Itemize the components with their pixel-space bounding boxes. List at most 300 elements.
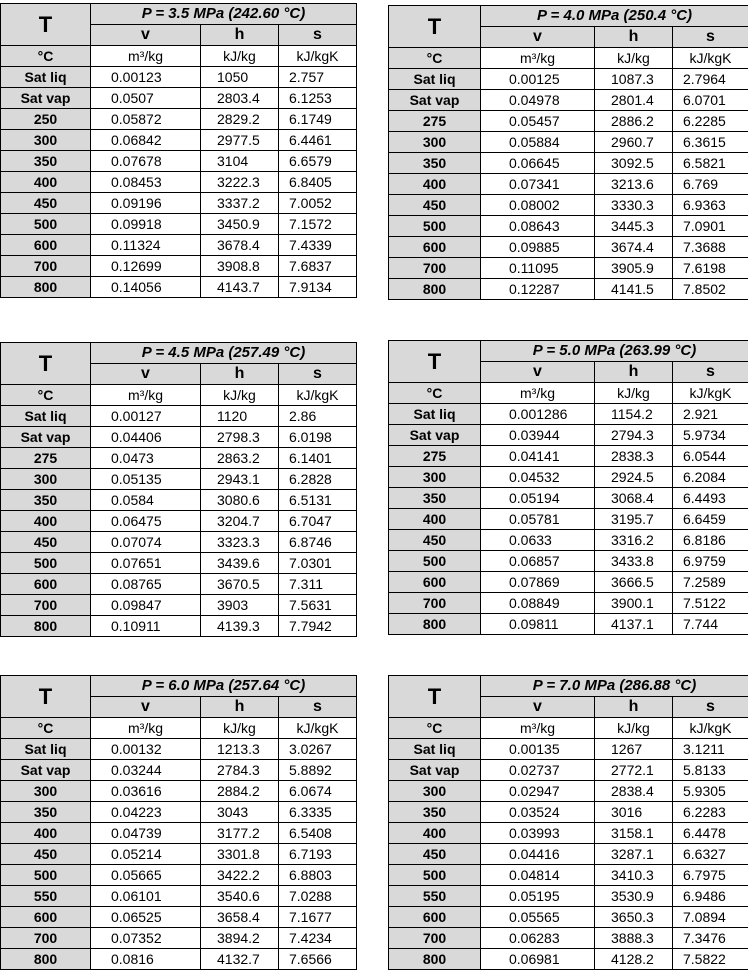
specific-volume-cell: 0.07678 bbox=[91, 151, 201, 172]
entropy-header: s bbox=[673, 362, 748, 383]
entropy-cell: 6.6327 bbox=[673, 844, 748, 865]
table-row bbox=[1, 511, 357, 532]
temperature-unit: °C bbox=[1, 46, 91, 67]
temperature-cell: 800 bbox=[389, 279, 481, 300]
table-row bbox=[389, 195, 748, 216]
enthalpy-cell: 3670.5 bbox=[201, 574, 279, 595]
temperature-cell: 400 bbox=[389, 509, 481, 530]
pressure-header-row bbox=[389, 676, 748, 697]
table-row bbox=[389, 446, 748, 467]
enthalpy-unit: kJ/kg bbox=[201, 46, 279, 67]
temperature-header: T bbox=[389, 6, 481, 48]
temperature-cell: 800 bbox=[1, 616, 91, 637]
table-row bbox=[1, 151, 357, 172]
enthalpy-cell: 2924.5 bbox=[595, 467, 673, 488]
temperature-cell: 300 bbox=[1, 130, 91, 151]
enthalpy-cell: 2798.3 bbox=[201, 427, 279, 448]
steam-table bbox=[388, 340, 748, 635]
enthalpy-cell: 1154.2 bbox=[595, 404, 673, 425]
specific-volume-cell: 0.05884 bbox=[481, 132, 595, 153]
specific-volume-cell: 0.14056 bbox=[91, 277, 201, 298]
entropy-cell: 6.1253 bbox=[279, 88, 357, 109]
specific-volume-cell: 0.00135 bbox=[481, 739, 595, 760]
table-row bbox=[389, 551, 748, 572]
temperature-cell: 550 bbox=[389, 886, 481, 907]
temperature-header: T bbox=[389, 676, 481, 718]
temperature-cell: Sat liq bbox=[389, 739, 481, 760]
temperature-cell: 350 bbox=[1, 802, 91, 823]
temperature-cell: Sat liq bbox=[389, 404, 481, 425]
entropy-cell: 7.6566 bbox=[279, 949, 357, 970]
entropy-cell: 6.5821 bbox=[673, 153, 748, 174]
temperature-cell: 600 bbox=[1, 574, 91, 595]
specific-volume-cell: 0.07352 bbox=[91, 928, 201, 949]
entropy-unit: kJ/kgK bbox=[673, 48, 748, 69]
volume-unit: m³/kg bbox=[481, 383, 595, 404]
specific-volume-cell: 0.08453 bbox=[91, 172, 201, 193]
enthalpy-cell: 3177.2 bbox=[201, 823, 279, 844]
table-row bbox=[389, 572, 748, 593]
volume-unit: m³/kg bbox=[481, 718, 595, 739]
temperature-cell: 600 bbox=[1, 907, 91, 928]
specific-volume-cell: 0.02737 bbox=[481, 760, 595, 781]
enthalpy-cell: 1213.3 bbox=[201, 739, 279, 760]
temperature-cell: 700 bbox=[389, 258, 481, 279]
entropy-cell: 7.5122 bbox=[673, 593, 748, 614]
table-row bbox=[1, 109, 357, 130]
temperature-cell: 300 bbox=[389, 781, 481, 802]
entropy-cell: 7.3688 bbox=[673, 237, 748, 258]
pressure-label: P = 5.0 MPa (263.99 °C) bbox=[481, 341, 748, 362]
specific-volume-cell: 0.04223 bbox=[91, 802, 201, 823]
specific-volume-cell: 0.03993 bbox=[481, 823, 595, 844]
temperature-header: T bbox=[1, 676, 91, 718]
temperature-cell: 800 bbox=[1, 277, 91, 298]
temperature-cell: Sat vap bbox=[389, 760, 481, 781]
table-row bbox=[1, 865, 357, 886]
steam-table bbox=[388, 5, 748, 300]
enthalpy-header: h bbox=[595, 697, 673, 718]
entropy-cell: 6.0544 bbox=[673, 446, 748, 467]
temperature-unit: °C bbox=[1, 718, 91, 739]
entropy-cell: 6.3335 bbox=[279, 802, 357, 823]
specific-volume-cell: 0.0584 bbox=[91, 490, 201, 511]
specific-volume-cell: 0.001286 bbox=[481, 404, 595, 425]
table-row bbox=[389, 258, 748, 279]
entropy-cell: 2.7964 bbox=[673, 69, 748, 90]
table-row bbox=[389, 886, 748, 907]
specific-volume-cell: 0.06645 bbox=[481, 153, 595, 174]
enthalpy-cell: 3894.2 bbox=[201, 928, 279, 949]
table-row bbox=[389, 174, 748, 195]
specific-volume-cell: 0.00125 bbox=[481, 69, 595, 90]
temperature-cell: 800 bbox=[389, 949, 481, 970]
enthalpy-cell: 1087.3 bbox=[595, 69, 673, 90]
enthalpy-cell: 2838.3 bbox=[595, 446, 673, 467]
volume-unit: m³/kg bbox=[91, 718, 201, 739]
entropy-header: s bbox=[279, 25, 357, 46]
specific-volume-cell: 0.04739 bbox=[91, 823, 201, 844]
specific-volume-cell: 0.08002 bbox=[481, 195, 595, 216]
table-row bbox=[389, 865, 748, 886]
enthalpy-cell: 4132.7 bbox=[201, 949, 279, 970]
enthalpy-cell: 3410.3 bbox=[595, 865, 673, 886]
entropy-cell: 7.0301 bbox=[279, 553, 357, 574]
entropy-cell: 6.0701 bbox=[673, 90, 748, 111]
enthalpy-cell: 3903 bbox=[201, 595, 279, 616]
table-row bbox=[1, 739, 357, 760]
pressure-label: P = 4.5 MPa (257.49 °C) bbox=[91, 343, 357, 364]
temperature-header: T bbox=[389, 341, 481, 383]
entropy-cell: 6.8746 bbox=[279, 532, 357, 553]
specific-volume-cell: 0.06101 bbox=[91, 886, 201, 907]
pressure-header-row bbox=[389, 341, 748, 362]
enthalpy-cell: 3530.9 bbox=[595, 886, 673, 907]
specific-volume-header: v bbox=[481, 697, 595, 718]
temperature-cell: 550 bbox=[1, 886, 91, 907]
entropy-header: s bbox=[279, 697, 357, 718]
entropy-cell: 6.5408 bbox=[279, 823, 357, 844]
enthalpy-cell: 2772.1 bbox=[595, 760, 673, 781]
enthalpy-unit: kJ/kg bbox=[201, 718, 279, 739]
entropy-unit: kJ/kgK bbox=[279, 385, 357, 406]
specific-volume-cell: 0.09847 bbox=[91, 595, 201, 616]
enthalpy-cell: 2801.4 bbox=[595, 90, 673, 111]
table-row bbox=[389, 132, 748, 153]
entropy-cell: 7.2589 bbox=[673, 572, 748, 593]
specific-volume-cell: 0.05194 bbox=[481, 488, 595, 509]
table-row bbox=[389, 509, 748, 530]
temperature-cell: 300 bbox=[389, 132, 481, 153]
temperature-cell: 350 bbox=[389, 488, 481, 509]
entropy-cell: 6.9363 bbox=[673, 195, 748, 216]
specific-volume-cell: 0.05665 bbox=[91, 865, 201, 886]
entropy-cell: 6.4493 bbox=[673, 488, 748, 509]
specific-volume-cell: 0.05135 bbox=[91, 469, 201, 490]
table-row bbox=[1, 427, 357, 448]
temperature-cell: 700 bbox=[389, 928, 481, 949]
enthalpy-cell: 3433.8 bbox=[595, 551, 673, 572]
entropy-cell: 6.7975 bbox=[673, 865, 748, 886]
temperature-cell: Sat vap bbox=[1, 427, 91, 448]
temperature-cell: Sat vap bbox=[1, 760, 91, 781]
entropy-cell: 6.7193 bbox=[279, 844, 357, 865]
enthalpy-cell: 3650.3 bbox=[595, 907, 673, 928]
temperature-cell: 300 bbox=[1, 469, 91, 490]
specific-volume-cell: 0.03616 bbox=[91, 781, 201, 802]
table-row bbox=[389, 216, 748, 237]
temperature-cell: 700 bbox=[1, 256, 91, 277]
specific-volume-cell: 0.06475 bbox=[91, 511, 201, 532]
temperature-cell: 400 bbox=[1, 823, 91, 844]
entropy-cell: 7.3476 bbox=[673, 928, 748, 949]
enthalpy-cell: 3287.1 bbox=[595, 844, 673, 865]
pressure-label: P = 4.0 MPa (250.4 °C) bbox=[481, 6, 748, 27]
table-row bbox=[389, 802, 748, 823]
entropy-cell: 6.2283 bbox=[673, 802, 748, 823]
table-row bbox=[389, 844, 748, 865]
temperature-cell: 500 bbox=[389, 865, 481, 886]
table-row bbox=[1, 490, 357, 511]
entropy-cell: 7.5822 bbox=[673, 949, 748, 970]
specific-volume-cell: 0.0507 bbox=[91, 88, 201, 109]
temperature-cell: 450 bbox=[1, 844, 91, 865]
enthalpy-cell: 3301.8 bbox=[201, 844, 279, 865]
temperature-cell: 500 bbox=[1, 865, 91, 886]
table-row bbox=[1, 256, 357, 277]
table-row bbox=[389, 949, 748, 970]
enthalpy-cell: 4137.1 bbox=[595, 614, 673, 635]
pressure-label: P = 7.0 MPa (286.88 °C) bbox=[481, 676, 748, 697]
temperature-cell: 500 bbox=[1, 214, 91, 235]
table-row bbox=[1, 823, 357, 844]
units-row bbox=[389, 718, 748, 739]
temperature-cell: Sat liq bbox=[1, 67, 91, 88]
enthalpy-cell: 3900.1 bbox=[595, 593, 673, 614]
enthalpy-cell: 3213.6 bbox=[595, 174, 673, 195]
enthalpy-cell: 2886.2 bbox=[595, 111, 673, 132]
temperature-cell: 450 bbox=[389, 530, 481, 551]
enthalpy-cell: 4128.2 bbox=[595, 949, 673, 970]
temperature-cell: 600 bbox=[1, 235, 91, 256]
units-row bbox=[389, 48, 748, 69]
table-row bbox=[1, 553, 357, 574]
entropy-cell: 6.3615 bbox=[673, 132, 748, 153]
entropy-cell: 7.9134 bbox=[279, 277, 357, 298]
enthalpy-cell: 2838.4 bbox=[595, 781, 673, 802]
table-row bbox=[1, 928, 357, 949]
temperature-cell: 275 bbox=[389, 111, 481, 132]
specific-volume-cell: 0.05781 bbox=[481, 509, 595, 530]
entropy-cell: 2.86 bbox=[279, 406, 357, 427]
temperature-cell: 300 bbox=[389, 467, 481, 488]
temperature-cell: 500 bbox=[1, 553, 91, 574]
entropy-cell: 2.757 bbox=[279, 67, 357, 88]
table-row bbox=[389, 530, 748, 551]
enthalpy-cell: 3080.6 bbox=[201, 490, 279, 511]
table-row bbox=[1, 760, 357, 781]
enthalpy-cell: 3316.2 bbox=[595, 530, 673, 551]
specific-volume-cell: 0.09885 bbox=[481, 237, 595, 258]
enthalpy-cell: 3092.5 bbox=[595, 153, 673, 174]
entropy-cell: 7.6198 bbox=[673, 258, 748, 279]
volume-unit: m³/kg bbox=[91, 385, 201, 406]
specific-volume-cell: 0.06283 bbox=[481, 928, 595, 949]
pressure-header-row bbox=[1, 676, 357, 697]
enthalpy-header: h bbox=[595, 362, 673, 383]
enthalpy-cell: 2977.5 bbox=[201, 130, 279, 151]
enthalpy-unit: kJ/kg bbox=[595, 718, 673, 739]
entropy-cell: 7.1677 bbox=[279, 907, 357, 928]
temperature-cell: 600 bbox=[389, 237, 481, 258]
temperature-unit: °C bbox=[1, 385, 91, 406]
temperature-cell: 700 bbox=[1, 928, 91, 949]
entropy-cell: 7.1572 bbox=[279, 214, 357, 235]
entropy-cell: 7.0288 bbox=[279, 886, 357, 907]
temperature-cell: 800 bbox=[1, 949, 91, 970]
table-row bbox=[1, 949, 357, 970]
temperature-cell: 275 bbox=[1, 448, 91, 469]
temperature-cell: Sat liq bbox=[1, 406, 91, 427]
entropy-cell: 3.1211 bbox=[673, 739, 748, 760]
specific-volume-cell: 0.05214 bbox=[91, 844, 201, 865]
entropy-header: s bbox=[279, 364, 357, 385]
specific-volume-cell: 0.06525 bbox=[91, 907, 201, 928]
table-row bbox=[389, 467, 748, 488]
specific-volume-cell: 0.05565 bbox=[481, 907, 595, 928]
entropy-cell: 6.0198 bbox=[279, 427, 357, 448]
temperature-cell: 350 bbox=[389, 802, 481, 823]
specific-volume-cell: 0.00127 bbox=[91, 406, 201, 427]
temperature-cell: 400 bbox=[389, 823, 481, 844]
enthalpy-cell: 3016 bbox=[595, 802, 673, 823]
enthalpy-cell: 3450.9 bbox=[201, 214, 279, 235]
specific-volume-header: v bbox=[91, 25, 201, 46]
temperature-cell: 350 bbox=[1, 490, 91, 511]
entropy-cell: 5.9734 bbox=[673, 425, 748, 446]
temperature-header: T bbox=[1, 343, 91, 385]
entropy-cell: 6.8405 bbox=[279, 172, 357, 193]
entropy-cell: 5.9305 bbox=[673, 781, 748, 802]
table-row bbox=[1, 172, 357, 193]
specific-volume-cell: 0.07074 bbox=[91, 532, 201, 553]
enthalpy-cell: 2784.3 bbox=[201, 760, 279, 781]
entropy-cell: 6.8186 bbox=[673, 530, 748, 551]
units-row bbox=[389, 383, 748, 404]
enthalpy-cell: 3674.4 bbox=[595, 237, 673, 258]
enthalpy-cell: 4139.3 bbox=[201, 616, 279, 637]
enthalpy-cell: 3043 bbox=[201, 802, 279, 823]
specific-volume-cell: 0.09811 bbox=[481, 614, 595, 635]
specific-volume-header: v bbox=[481, 362, 595, 383]
temperature-cell: 700 bbox=[389, 593, 481, 614]
enthalpy-cell: 3439.6 bbox=[201, 553, 279, 574]
temperature-cell: 400 bbox=[1, 172, 91, 193]
table-row bbox=[1, 802, 357, 823]
entropy-cell: 6.1749 bbox=[279, 109, 357, 130]
specific-volume-cell: 0.05195 bbox=[481, 886, 595, 907]
specific-volume-cell: 0.08765 bbox=[91, 574, 201, 595]
enthalpy-cell: 4141.5 bbox=[595, 279, 673, 300]
steam-table bbox=[0, 675, 357, 970]
enthalpy-cell: 2794.3 bbox=[595, 425, 673, 446]
temperature-unit: °C bbox=[389, 48, 481, 69]
specific-volume-cell: 0.08849 bbox=[481, 593, 595, 614]
specific-volume-cell: 0.0473 bbox=[91, 448, 201, 469]
table-row bbox=[389, 614, 748, 635]
temperature-cell: 400 bbox=[389, 174, 481, 195]
specific-volume-cell: 0.08643 bbox=[481, 216, 595, 237]
units-row bbox=[1, 718, 357, 739]
specific-volume-cell: 0.06981 bbox=[481, 949, 595, 970]
temperature-cell: 600 bbox=[389, 907, 481, 928]
table-row bbox=[389, 760, 748, 781]
enthalpy-cell: 1120 bbox=[201, 406, 279, 427]
specific-volume-cell: 0.11324 bbox=[91, 235, 201, 256]
enthalpy-unit: kJ/kg bbox=[595, 48, 673, 69]
table-row bbox=[1, 907, 357, 928]
temperature-cell: 500 bbox=[389, 216, 481, 237]
enthalpy-cell: 3337.2 bbox=[201, 193, 279, 214]
entropy-cell: 6.8803 bbox=[279, 865, 357, 886]
table-row bbox=[1, 616, 357, 637]
entropy-unit: kJ/kgK bbox=[673, 718, 748, 739]
entropy-cell: 7.744 bbox=[673, 614, 748, 635]
specific-volume-cell: 0.11095 bbox=[481, 258, 595, 279]
table-row bbox=[389, 593, 748, 614]
table-row bbox=[389, 823, 748, 844]
enthalpy-cell: 3323.3 bbox=[201, 532, 279, 553]
temperature-cell: 250 bbox=[1, 109, 91, 130]
entropy-cell: 6.5131 bbox=[279, 490, 357, 511]
enthalpy-header: h bbox=[595, 27, 673, 48]
table-row bbox=[1, 130, 357, 151]
table-row bbox=[389, 907, 748, 928]
enthalpy-cell: 3104 bbox=[201, 151, 279, 172]
entropy-unit: kJ/kgK bbox=[279, 718, 357, 739]
specific-volume-cell: 0.02947 bbox=[481, 781, 595, 802]
temperature-cell: 275 bbox=[389, 446, 481, 467]
entropy-cell: 6.9486 bbox=[673, 886, 748, 907]
pressure-label: P = 6.0 MPa (257.64 °C) bbox=[91, 676, 357, 697]
enthalpy-cell: 3195.7 bbox=[595, 509, 673, 530]
steam-table bbox=[0, 3, 357, 298]
table-row bbox=[389, 781, 748, 802]
entropy-cell: 7.4234 bbox=[279, 928, 357, 949]
specific-volume-cell: 0.04814 bbox=[481, 865, 595, 886]
table-row bbox=[1, 88, 357, 109]
table-row bbox=[389, 69, 748, 90]
temperature-header: T bbox=[1, 4, 91, 46]
entropy-cell: 6.0674 bbox=[279, 781, 357, 802]
enthalpy-cell: 3678.4 bbox=[201, 235, 279, 256]
table-row bbox=[389, 739, 748, 760]
specific-volume-cell: 0.03944 bbox=[481, 425, 595, 446]
entropy-cell: 3.0267 bbox=[279, 739, 357, 760]
temperature-cell: 300 bbox=[1, 781, 91, 802]
entropy-unit: kJ/kgK bbox=[279, 46, 357, 67]
volume-unit: m³/kg bbox=[91, 46, 201, 67]
pressure-label: P = 3.5 MPa (242.60 °C) bbox=[91, 4, 357, 25]
temperature-cell: 600 bbox=[389, 572, 481, 593]
specific-volume-cell: 0.09918 bbox=[91, 214, 201, 235]
temperature-cell: Sat vap bbox=[389, 425, 481, 446]
enthalpy-cell: 3445.3 bbox=[595, 216, 673, 237]
enthalpy-cell: 3666.5 bbox=[595, 572, 673, 593]
enthalpy-cell: 1050 bbox=[201, 67, 279, 88]
specific-volume-cell: 0.07651 bbox=[91, 553, 201, 574]
table-row bbox=[1, 781, 357, 802]
entropy-cell: 7.0901 bbox=[673, 216, 748, 237]
specific-volume-cell: 0.0633 bbox=[481, 530, 595, 551]
table-row bbox=[1, 844, 357, 865]
temperature-cell: Sat vap bbox=[1, 88, 91, 109]
enthalpy-cell: 3422.2 bbox=[201, 865, 279, 886]
enthalpy-cell: 2829.2 bbox=[201, 109, 279, 130]
table-row bbox=[1, 886, 357, 907]
table-row bbox=[1, 406, 357, 427]
specific-volume-cell: 0.07869 bbox=[481, 572, 595, 593]
enthalpy-cell: 3908.8 bbox=[201, 256, 279, 277]
enthalpy-cell: 3540.6 bbox=[201, 886, 279, 907]
entropy-cell: 7.0052 bbox=[279, 193, 357, 214]
table-row bbox=[389, 425, 748, 446]
table-row bbox=[389, 404, 748, 425]
table-row bbox=[1, 214, 357, 235]
specific-volume-cell: 0.12699 bbox=[91, 256, 201, 277]
table-row bbox=[389, 90, 748, 111]
temperature-cell: Sat vap bbox=[389, 90, 481, 111]
